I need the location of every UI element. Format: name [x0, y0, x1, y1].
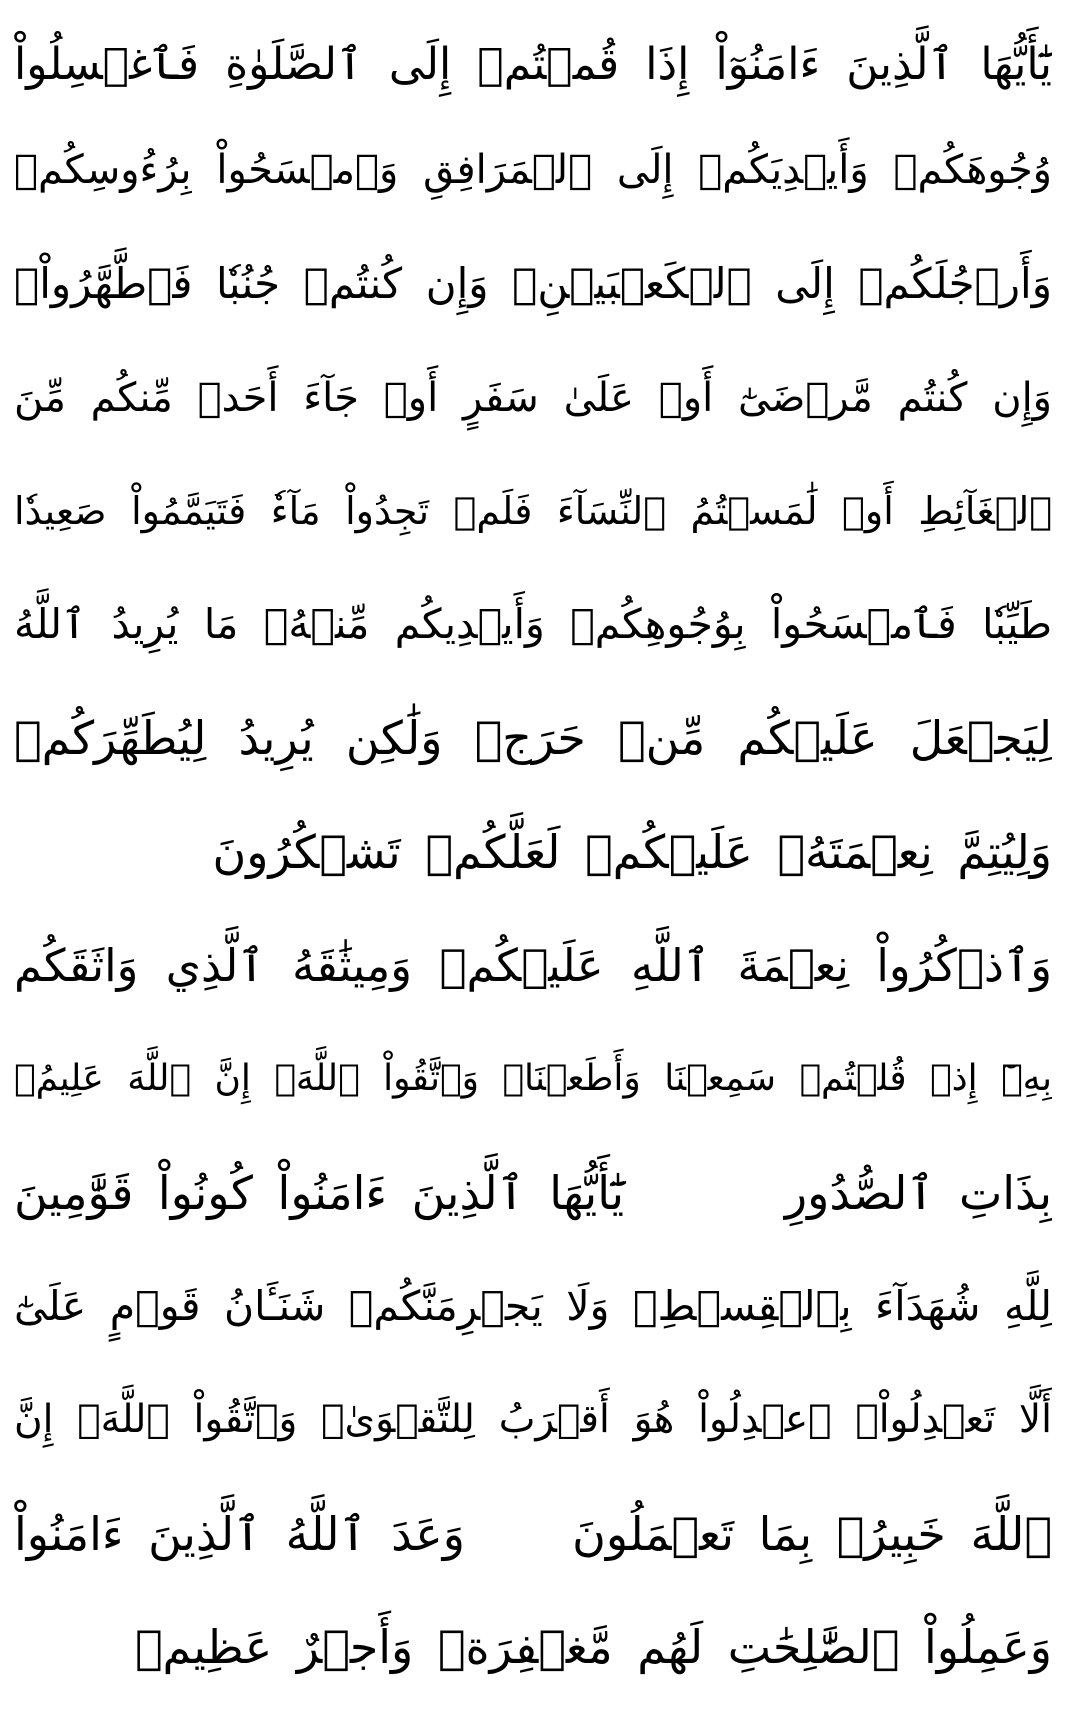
- text-line-9: [14, 909, 1052, 1023]
- text-line-5: [14, 454, 1052, 568]
- line-8-text: وَلِيُتِمَّ نِعۡمَتَهُۥ عَلَيۡكُمۡ لَعَلَّكُمۡ تَشۡكُرُونَ: [212, 824, 1052, 879]
- text-line-7: [14, 682, 1052, 796]
- text-line-14: [14, 1477, 1052, 1591]
- line-11-text-a: بِذَاتِ ٱلصُّدُورِ: [784, 1165, 1052, 1220]
- line-3-text: وَأَرۡجُلَكُمۡ إِلَى ٱلۡكَعۡبَيۡنِۚ وَإِن كُنتُمۡ جُنُبٗا فَٱطَّهَّرُواْۚ: [14, 258, 1052, 308]
- text-line-15: [14, 1590, 1052, 1704]
- text-line-1: [14, 0, 1052, 114]
- line-7-text: لِيَجۡعَلَ عَلَيۡكُم مِّنۡ حَرَجٖ وَلَٰكِن يُرِيدُ لِيُطَهِّرَكُمۡ: [14, 711, 1052, 766]
- text-line-10: [14, 1022, 1052, 1136]
- text-line-3: [14, 227, 1052, 341]
- line-10-text: بِهِۦٓ إِذۡ قُلۡتُمۡ سَمِعۡنَا وَأَطَعۡنَاۖ وَٱتَّقُواْ ٱللَّهَۚ إِنَّ ٱللَّهَ عَلِيمُۢ: [14, 1058, 1052, 1100]
- mushaf-page: [14, 0, 1052, 1715]
- line-15-text: وَعَمِلُواْ ٱلصَّٰلِحَٰتِ لَهُم مَّغۡفِرَةٞ وَأَجۡرٌ عَظِيمٞ: [134, 1620, 1052, 1675]
- line-14-text-b: وَعَدَ ٱللَّهُ ٱلَّذِينَ ءَامَنُواْ: [14, 1506, 465, 1561]
- line-2-text: وُجُوهَكُمۡ وَأَيۡدِيَكُمۡ إِلَى ٱلۡمَرَافِقِ وَٱمۡسَحُواْ بِرُءُوسِكُمۡ: [14, 147, 1052, 194]
- line-12-text: لِلَّهِ شُهَدَآءَ بِٱلۡقِسۡطِۖ وَلَا يَجۡرِمَنَّكُمۡ شَنَـَٔانُ قَوۡمٍ عَلَىٰٓ: [14, 1281, 1052, 1330]
- line-13-text: أَلَّا تَعۡدِلُواْۚ ٱعۡدِلُواْ هُوَ أَقۡرَبُ لِلتَّقۡوَىٰۖ وَٱتَّقُواْ ٱللَّهَۚ إِنَّ: [14, 1397, 1052, 1443]
- text-line-11: [14, 1136, 1052, 1250]
- text-line-8: [14, 795, 1052, 909]
- line-4-text: وَإِن كُنتُم مَّرۡضَىٰٓ أَوۡ عَلَىٰ سَفَرٍ أَوۡ جَآءَ أَحَدٞ مِّنكُم مِّنَ: [14, 374, 1052, 421]
- text-line-6: [14, 568, 1052, 682]
- text-line-2: [14, 114, 1052, 228]
- line-14-text-a: ٱللَّهَ خَبِيرُۢ بِمَا تَعۡمَلُونَ: [572, 1506, 1052, 1561]
- line-5-text: ٱلۡغَآئِطِ أَوۡ لَٰمَسۡتُمُ ٱلنِّسَآءَ فَلَمۡ تَجِدُواْ مَآءٗ فَتَيَمَّمُواْ صَعِيدٗا: [14, 489, 1052, 534]
- line-9-text: وَٱذۡكُرُواْ نِعۡمَةَ ٱللَّهِ عَلَيۡكُمۡ وَمِيثَٰقَهُ ٱلَّذِي وَاثَقَكُم: [14, 939, 1052, 993]
- text-line-4: [14, 341, 1052, 455]
- text-line-13: [14, 1363, 1052, 1477]
- text-line-12: [14, 1250, 1052, 1364]
- line-11-text-b: يَٰٓأَيُّهَا ٱلَّذِينَ ءَامَنُواْ كُونُواْ قَوَّٰمِينَ: [14, 1165, 625, 1220]
- line-6-text: طَيِّبٗا فَٱمۡسَحُواْ بِوُجُوهِكُمۡ وَأَيۡدِيكُم مِّنۡهُۚ مَا يُرِيدُ ٱللَّهُ: [14, 600, 1052, 649]
- line-1-text: يَٰٓأَيُّهَا ٱلَّذِينَ ءَامَنُوٓاْ إِذَا قُمۡتُمۡ إِلَى ٱلصَّلَوٰةِ فَٱغۡسِلُواْ: [14, 38, 1052, 90]
